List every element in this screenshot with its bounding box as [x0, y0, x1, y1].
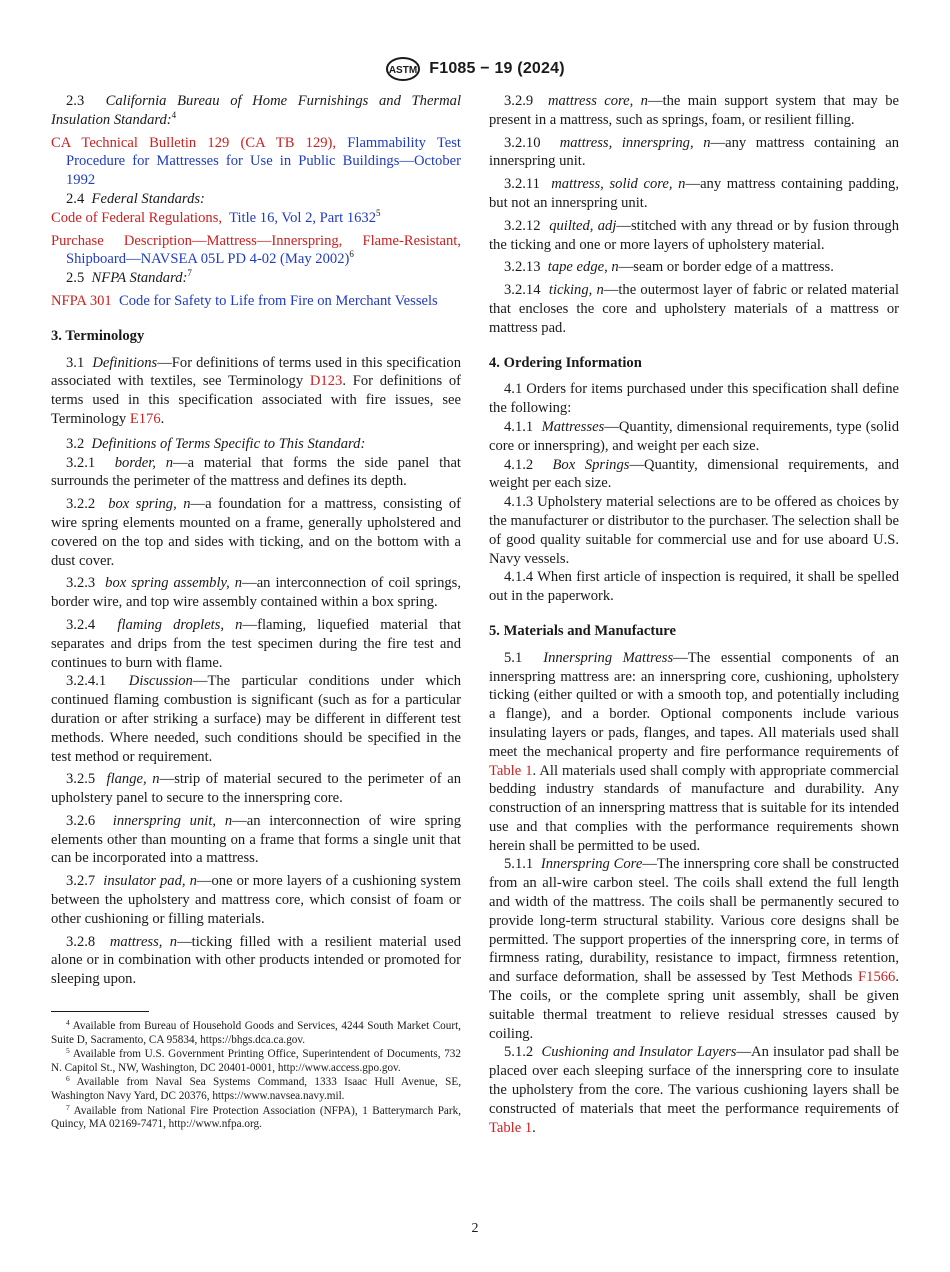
para-3-2-7: 3.2.7 insulator pad, n—one or more layers of a cushioning system between the upholstery and mattress core, which consist of foam or other cushioning or filling materials.: [51, 873, 462, 927]
ref-purchase-description[interactable]: Purchase Description—Mattress—Innerspring, Flame-Resistant, Shipboard—NAVSEA 05L PD 4-02 (May 2002)$^6$: [51, 232, 461, 268]
para-5-1-1: 5.1.1 Innerspring Core—The innerspring core shall be constructed from an all-wire carbon steel. The coils shall extend the full length and width of the mattress. The coils shall be permanently secured to provide long-term structural stability. Various core designs shall be permitted. The support properties of the innerspring core, in terms of firmness rating, durability, resistance to impact, firmness retention, and surface deformation, shall be assessed by Test Methods F1566. The coils, or the complete spring unit assembly, shall be given suitable thermal treatment to relieve residual stresses caused by coiling.: [489, 856, 899, 1042]
para-3-2-3: 3.2.3 box spring assembly, n—an interconnection of coil springs, border wire, and top wire assembly contained within a box spring.: [51, 575, 461, 611]
para-3-2-1: 3.2.1 border, n—a material that forms the side panel that surrounds the perimeter of the mattress and defines its depth.: [51, 454, 461, 490]
para-3-2-13: 3.2.13 tape edge, n—seam or border edge of a mattress.: [504, 259, 834, 276]
footnote-4: $^4$ Available from Bureau of Household Goods and Services, 4244 South Market Court, Suite D, Sacramento, CA 95834, https://bhgs.dca.ca.gov.: [51, 1018, 461, 1046]
link-e176[interactable]: E176: [129, 410, 161, 427]
para-4-1-2: 4.1.2 Box Springs—Quantity, dimensional requirements, and weight per each size.: [489, 456, 899, 492]
heading-ordering-information: 4. Ordering Information: [489, 354, 642, 371]
para-3-2-4: 3.2.4 flaming droplets, n—flaming, liquefied material that separates and drips from the test specimen during the fire test and continues to burn with flame.: [51, 616, 462, 671]
footnote-6: $^6$ Available from Naval Sea Systems Command, 1333 Isaac Hull Avenue, SE, Washington Navy Yard, DC 20376, https://www.navsea.navy.mil.: [51, 1074, 461, 1103]
para-5-1-2: 5.1.2 Cushioning and Insulator Layers—An insulator pad shall be placed over each sleeping surface of the innerspring core to insulate the upholstery from the core. The various cushioning layers shall be constructed of materials that meet the performance requirements of Table 1.: [489, 1044, 899, 1136]
para-3-2-12: 3.2.12 quilted, adj—stitched with any thread or by fusion through the ticking and one or more layers of upholstery material.: [489, 217, 899, 253]
para-3-2-14: 3.2.14 ticking, n—the outermost layer of fabric or related material that encloses the core and upholstery materials of a mattress or mattress pad.: [489, 282, 900, 336]
para-5-1: 5.1 Innerspring Mattress—The essential components of an innerspring mattress are: an innerspring core, cushioning, upholstery ticking (either quilted or with a smooth top, and potentially including a flange), and a border. Optional components include various insulating layers or pads, flanges, and tapes. All materials used shall meet the mechanical property and fire performance requirements of Table 1. All materials used shall comply with appropriate commercial bedding industry standards of manufacture and durability. Any construction of an innerspring mattress that is suitable for its intended use and that complies with the performance requirements shown herein shall be permitted to be used.: [489, 649, 899, 854]
section-2-4: 2.4 Federal Standards:: [66, 190, 205, 207]
ref-ca-tb-129[interactable]: CA Technical Bulletin 129 (CA TB 129), Flammability Test Procedure for Mattresses for Use in Public Buildings—October 1992: [51, 134, 461, 189]
link-table-1-second[interactable]: Table 1: [489, 1119, 533, 1136]
footnote-divider: [51, 1011, 149, 1012]
para-3-2: 3.2 Definitions of Terms Specific to This Standard:: [66, 435, 366, 452]
para-4-1-3: 4.1.3 Upholstery material selections are to be offered as choices by the manufacturer or distributor to the purchaser. The selection shall be of good quality suitable for commercial use and for use aboard U.S. Navy vessels.: [489, 494, 899, 567]
link-f1566[interactable]: F1566: [858, 969, 896, 986]
page-number: 2: [471, 1221, 479, 1236]
right-column: [489, 92, 899, 1137]
heading-terminology: 3. Terminology: [51, 327, 145, 344]
section-2-3: 2.3 California Bureau of Home Furnishings and Thermal Insulation Standard:$^4$: [51, 93, 462, 128]
para-3-2-6: 3.2.6 innerspring unit, n—an interconnection of wire spring elements other than mounting on a frame that forms a single unit that can be incorporated into a mattress.: [51, 812, 461, 867]
heading-materials-and-manufacture: 5. Materials and Manufacture: [489, 622, 676, 639]
para-3-2-9: 3.2.9 mattress core, n—the main support system that may be present in a mattress, such as springs, foam, or resilient filling.: [489, 93, 899, 128]
para-3-2-4-1: 3.2.4.1 Discussion—The particular conditions under which continued flaming combustion is significant (such as for a particular duration or after striking a surface) may be different in different test methods. Where needed, such conditions should be specified in the test method or requirement.: [51, 673, 462, 765]
para-3-2-2: 3.2.2 box spring, n—a foundation for a mattress, consisting of wire spring elements mounted on a frame, generally upholstered and covered on the top and sides with ticking, and on the bottom with a dust cover.: [51, 496, 462, 569]
left-column: [51, 92, 461, 1132]
para-3-2-5: 3.2.5 flange, n—strip of material secured to the perimeter of an upholstery panel to secure to the innerspring core.: [51, 771, 461, 807]
ref-nfpa-301[interactable]: NFPA 301 Code for Safety to Life from Fire on Merchant Vessels: [51, 292, 438, 309]
ref-cfr[interactable]: Code of Federal Regulations, Title 16, Vol 2, Part 1632$^5$: [51, 207, 381, 226]
para-3-2-8: 3.2.8 mattress, n—ticking filled with a resilient material used alone or in combination with other products intended or promoted for sleeping upon.: [51, 933, 461, 988]
link-table-1[interactable]: Table 1: [489, 762, 533, 779]
designation: F1085 − 19 (2024): [429, 60, 565, 77]
footnote-5: $^5$ Available from U.S. Government Printing Office, Superintendent of Documents, 732 N. Capitol St., NW, Washington, DC 20401-0001, http://www.access.gpo.gov.: [51, 1046, 461, 1074]
para-3-2-11: 3.2.11 mattress, solid core, n—any mattress containing padding, but not an innerspring unit.: [489, 176, 899, 211]
para-4-1-4: 4.1.4 When first article of inspection is required, it shall be spelled out in the paperwork.: [489, 569, 899, 605]
svg-text:ASTM: ASTM: [389, 65, 418, 76]
page-header: [0, 56, 950, 82]
section-2-5: 2.5 NFPA Standard:$^7$: [66, 268, 192, 287]
para-3-1: 3.1 Definitions—For definitions of terms used in this specification associated with textiles, see Terminology D123. For definitions of terms used in this specification associated with fire issues, see Terminology E176.: [51, 354, 462, 427]
link-d123[interactable]: D123: [309, 373, 343, 390]
para-4-1: 4.1 Orders for items purchased under this specification shall define the following:: [489, 381, 899, 417]
astm-logo-icon: [385, 57, 421, 81]
footnote-7: $^7$ Available from National Fire Protection Association (NFPA), 1 Batterymarch Park, Quincy, MA 02169-7471, http://www.nfpa.org.: [51, 1102, 461, 1131]
para-4-1-1: 4.1.1 Mattresses—Quantity, dimensional requirements, type (solid core or innerspring), and weight per each size.: [489, 418, 899, 454]
para-3-2-10: 3.2.10 mattress, innerspring, n—any mattress containing an innerspring unit.: [489, 134, 899, 170]
